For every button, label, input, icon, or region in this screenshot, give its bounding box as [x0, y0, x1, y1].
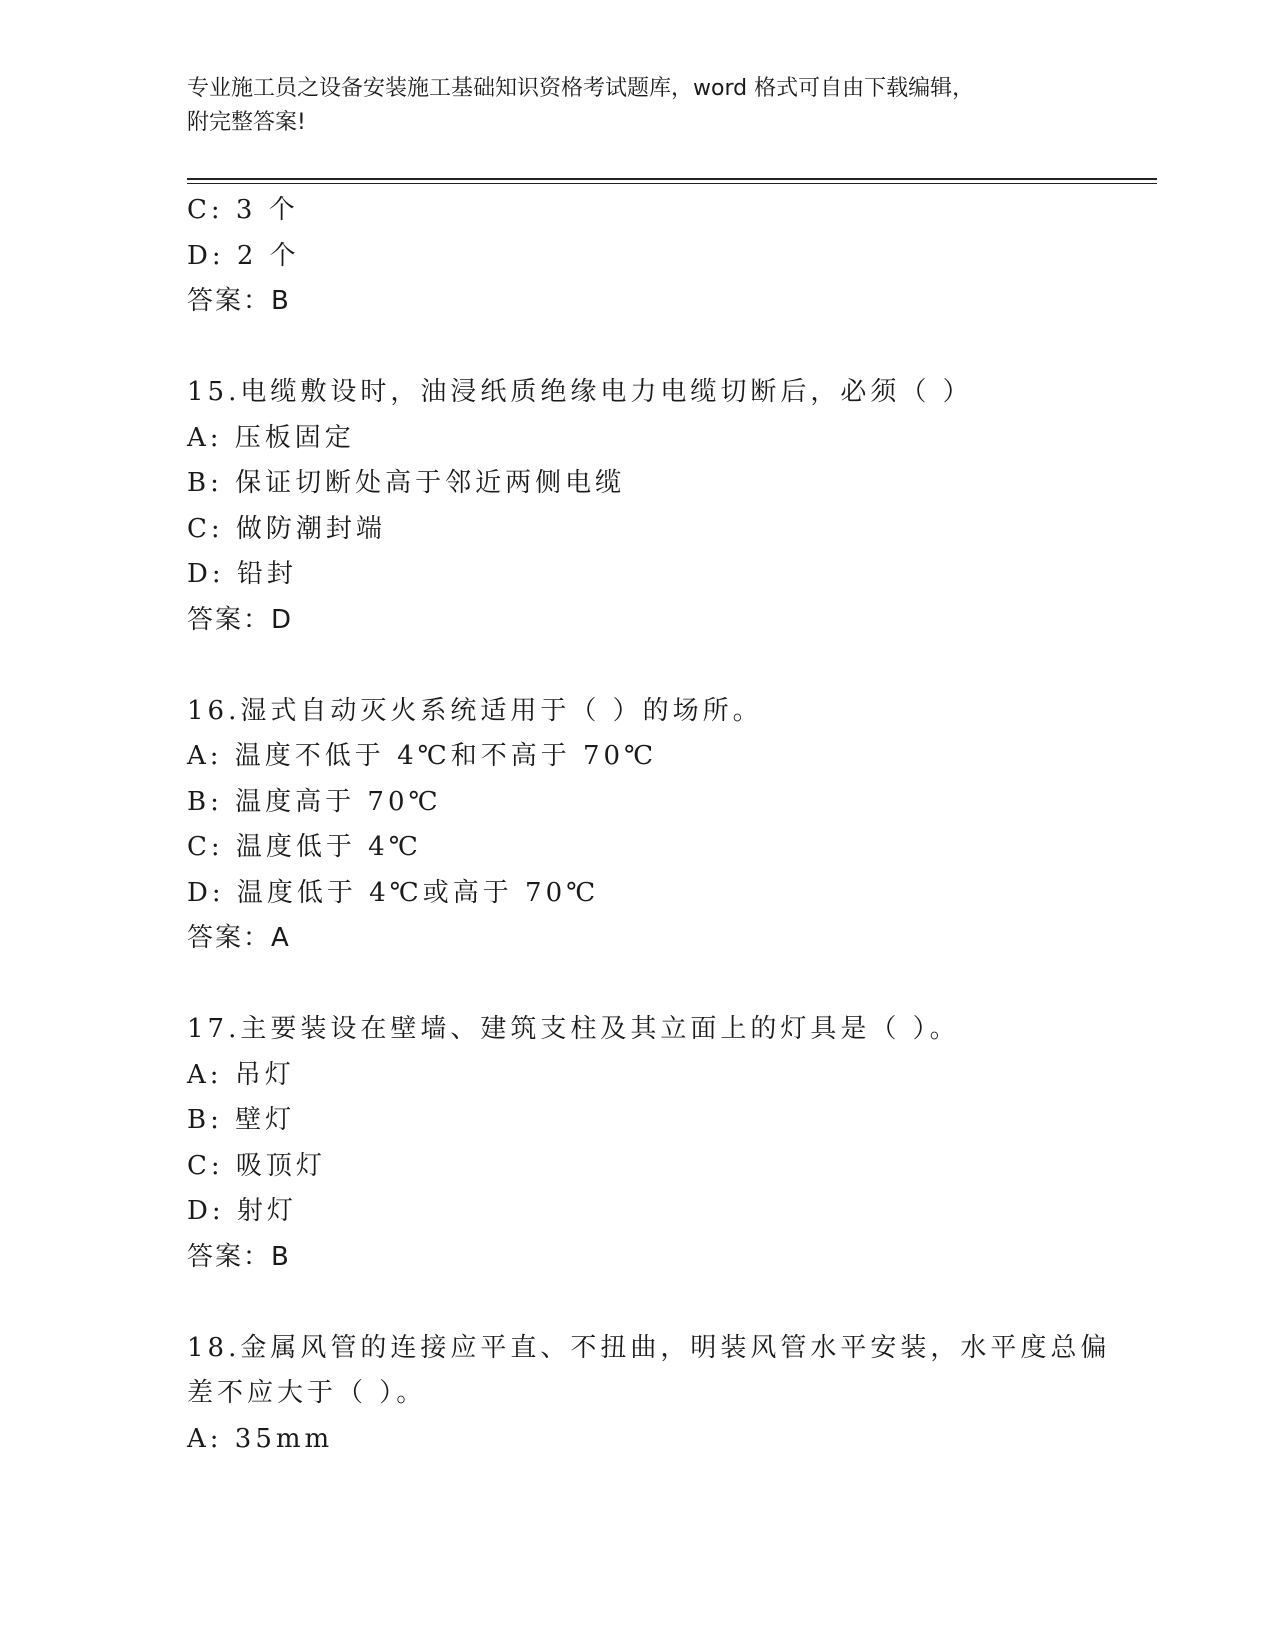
option-b: B: 温度高于 70℃: [187, 786, 442, 817]
option-c: C: 温度低于 4℃: [187, 832, 422, 862]
question-stem-line-2: 差不应大于（ ）。: [187, 1378, 427, 1408]
question-stem: 16.湿式自动灭火系统适用于（ ）的场所。: [187, 695, 763, 726]
answer-line: 答案：B: [187, 286, 291, 316]
answer-line: 答案：A: [187, 923, 291, 953]
option-b: B: 壁灯: [187, 1105, 296, 1135]
question-stem-line-1: 18.金属风管的连接应平直、不扭曲，明装风管水平安装，水平度总偏: [187, 1332, 1111, 1363]
document-header: [187, 72, 1087, 140]
option-c: C: 做防潮封端: [187, 513, 386, 544]
question-stem: 15.电缆敷设时，油浸纸质绝缘电力电缆切断后，必须（ ）: [187, 377, 973, 407]
answer-line: 答案：D: [187, 604, 294, 635]
answer-line: 答案：B: [187, 1241, 291, 1272]
header-line-2: 附完整答案!: [187, 110, 306, 135]
option-b: B: 保证切断处高于邻近两侧电缆: [187, 468, 626, 498]
question-list: [187, 188, 1111, 1462]
header-divider-thin: [187, 183, 1157, 184]
option-d: D: 温度低于 4℃或高于 70℃: [187, 877, 600, 908]
header-divider-thick: [187, 178, 1157, 180]
option-a: A: 压板固定: [187, 422, 355, 453]
option-d: D: 铅封: [187, 559, 297, 589]
question-stem: 17.主要装设在壁墙、建筑支柱及其立面上的灯具是（ ）。: [187, 1014, 960, 1044]
option-a: A: 35mm: [187, 1423, 334, 1454]
option-d: D: 射灯: [187, 1196, 297, 1226]
option-d: D: 2 个: [187, 240, 300, 271]
option-a: A: 吊灯: [187, 1059, 295, 1090]
option-a: A: 温度不低于 4℃和不高于 70℃: [187, 741, 658, 771]
header-line-1: 专业施工员之设备安装施工基础知识资格考试题库，word 格式可自由下载编辑，: [187, 76, 975, 101]
option-c: C: 3 个: [187, 195, 299, 225]
option-c: C: 吸顶灯: [187, 1150, 326, 1181]
